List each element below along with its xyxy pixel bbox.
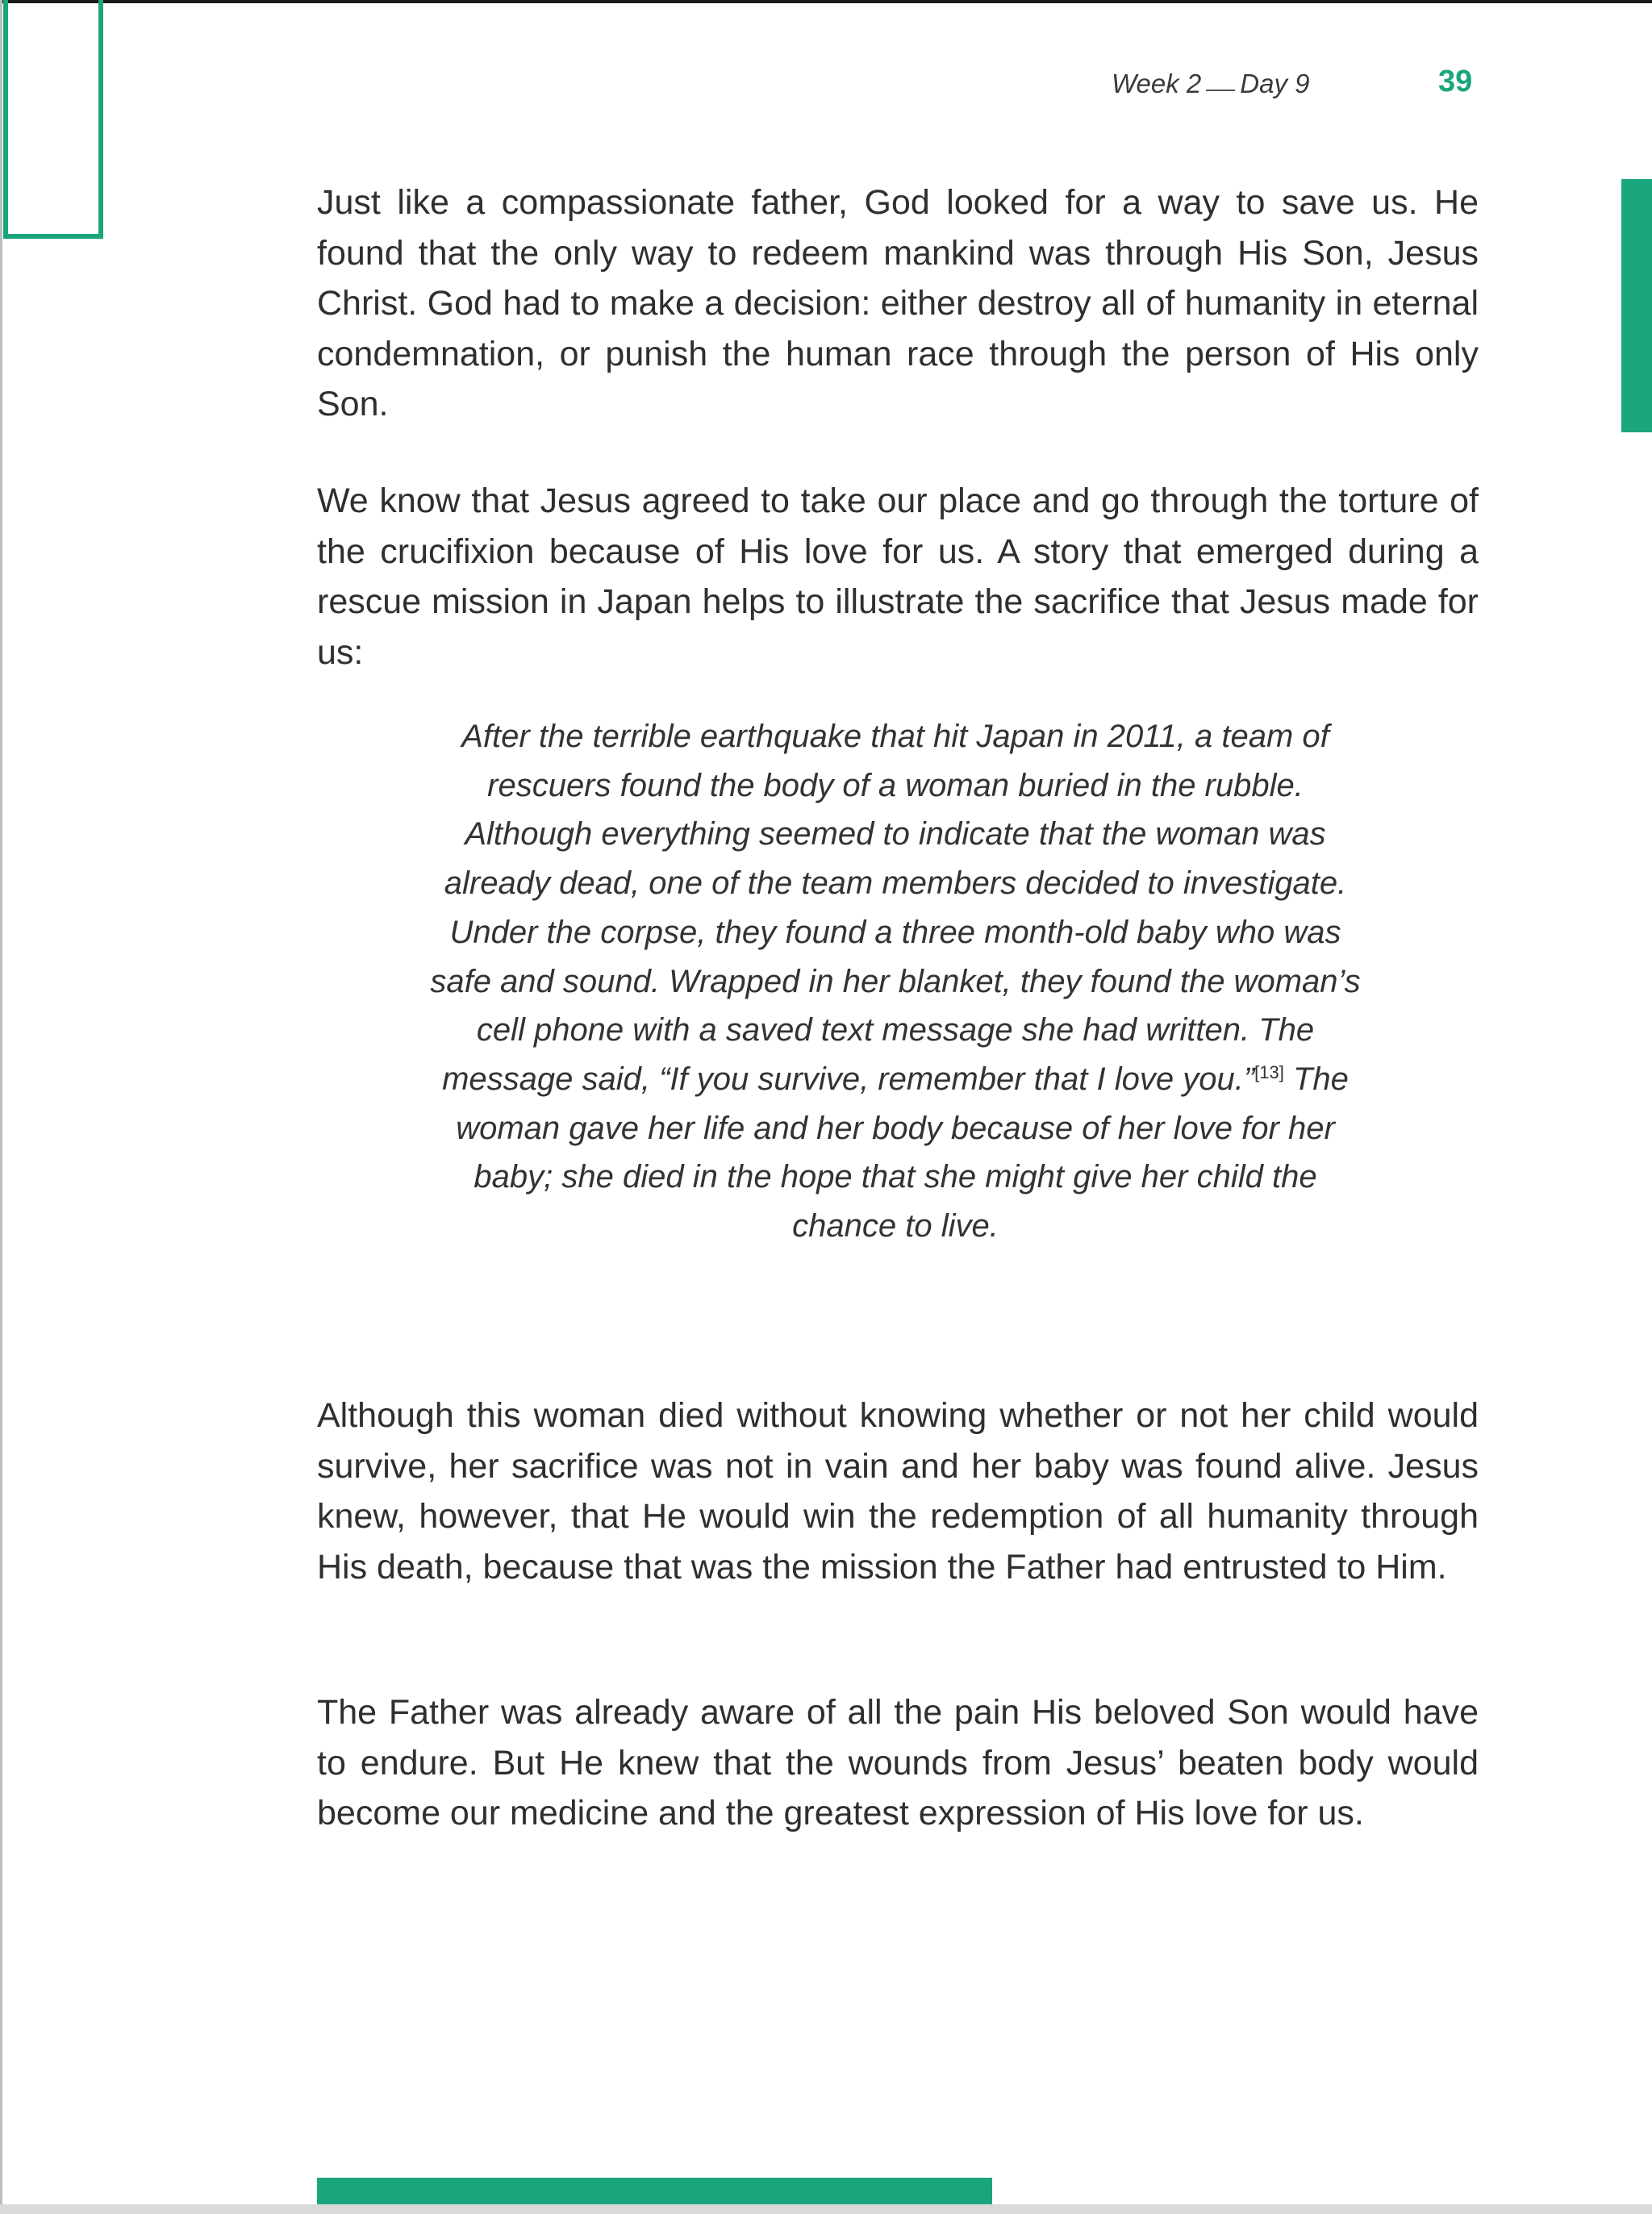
header-day: Day 9 bbox=[1240, 69, 1310, 98]
body-paragraph-4: The Father was already aware of all the pain His beloved Son would have to endure. But He knew that the wounds from Jesus’ beaten body would become our medicine and the greatest expression of His love for us. bbox=[317, 1693, 1479, 1832]
quote-text-before-note: After the terrible earthquake that hit Japan in 2011, a team of rescuers found the body of a woman buried in the rubble. Although everything seemed to indicate that the woman was already dead, one of the team members decided to investigate. Under the corpse, they found a three month-old baby who was safe and sound. Wrapped in her blanket, they found the woman’s cell phone with a saved text message she had written. The message said, “If you survive, remember that I love you.” bbox=[430, 719, 1361, 1097]
footnote-reference[interactable]: [13] bbox=[1254, 1061, 1284, 1082]
header-week: Week 2 bbox=[1112, 69, 1202, 98]
page-bottom-edge bbox=[0, 2204, 1652, 2214]
page-number: 39 bbox=[1438, 65, 1473, 98]
body-paragraph-2: We know that Jesus agreed to take our place and go through the torture of the crucifixion because of His love for us. A story that emerged during a rescue mission in Japan helps to illustrate the sacrifice that Jesus made for us: bbox=[317, 482, 1479, 672]
page-left-edge bbox=[0, 0, 2, 2214]
quote-text-after-note: The woman gave her life and her body because of her love for her baby; she died in the hope that she might give her child the chance to live. bbox=[456, 1061, 1349, 1245]
body-paragraph-1: Just like a compassionate father, God looked for a way to save us. He found that the only way to redeem mankind was through His Son, Jesus Christ. God had to make a decision: either destroy all of humanity in eternal condemnation, or punish the human race through the person of His only Son. bbox=[317, 183, 1479, 423]
running-header bbox=[1112, 69, 1310, 99]
header-separator bbox=[1206, 90, 1235, 91]
top-border bbox=[0, 0, 1652, 3]
body-paragraph-3: Although this woman died without knowing whether or not her child would survive, her sacrifice was not in vain and her baby was found alive. Jesus knew, however, that He would win the redemption of all humanity through His death, because that was the mission the Father had entrusted to Him. bbox=[317, 1396, 1479, 1586]
bottom-accent-bar bbox=[317, 2178, 992, 2205]
corner-frame-decoration bbox=[3, 0, 103, 239]
block-quote bbox=[428, 712, 1363, 1251]
chapter-side-tab bbox=[1621, 179, 1652, 432]
